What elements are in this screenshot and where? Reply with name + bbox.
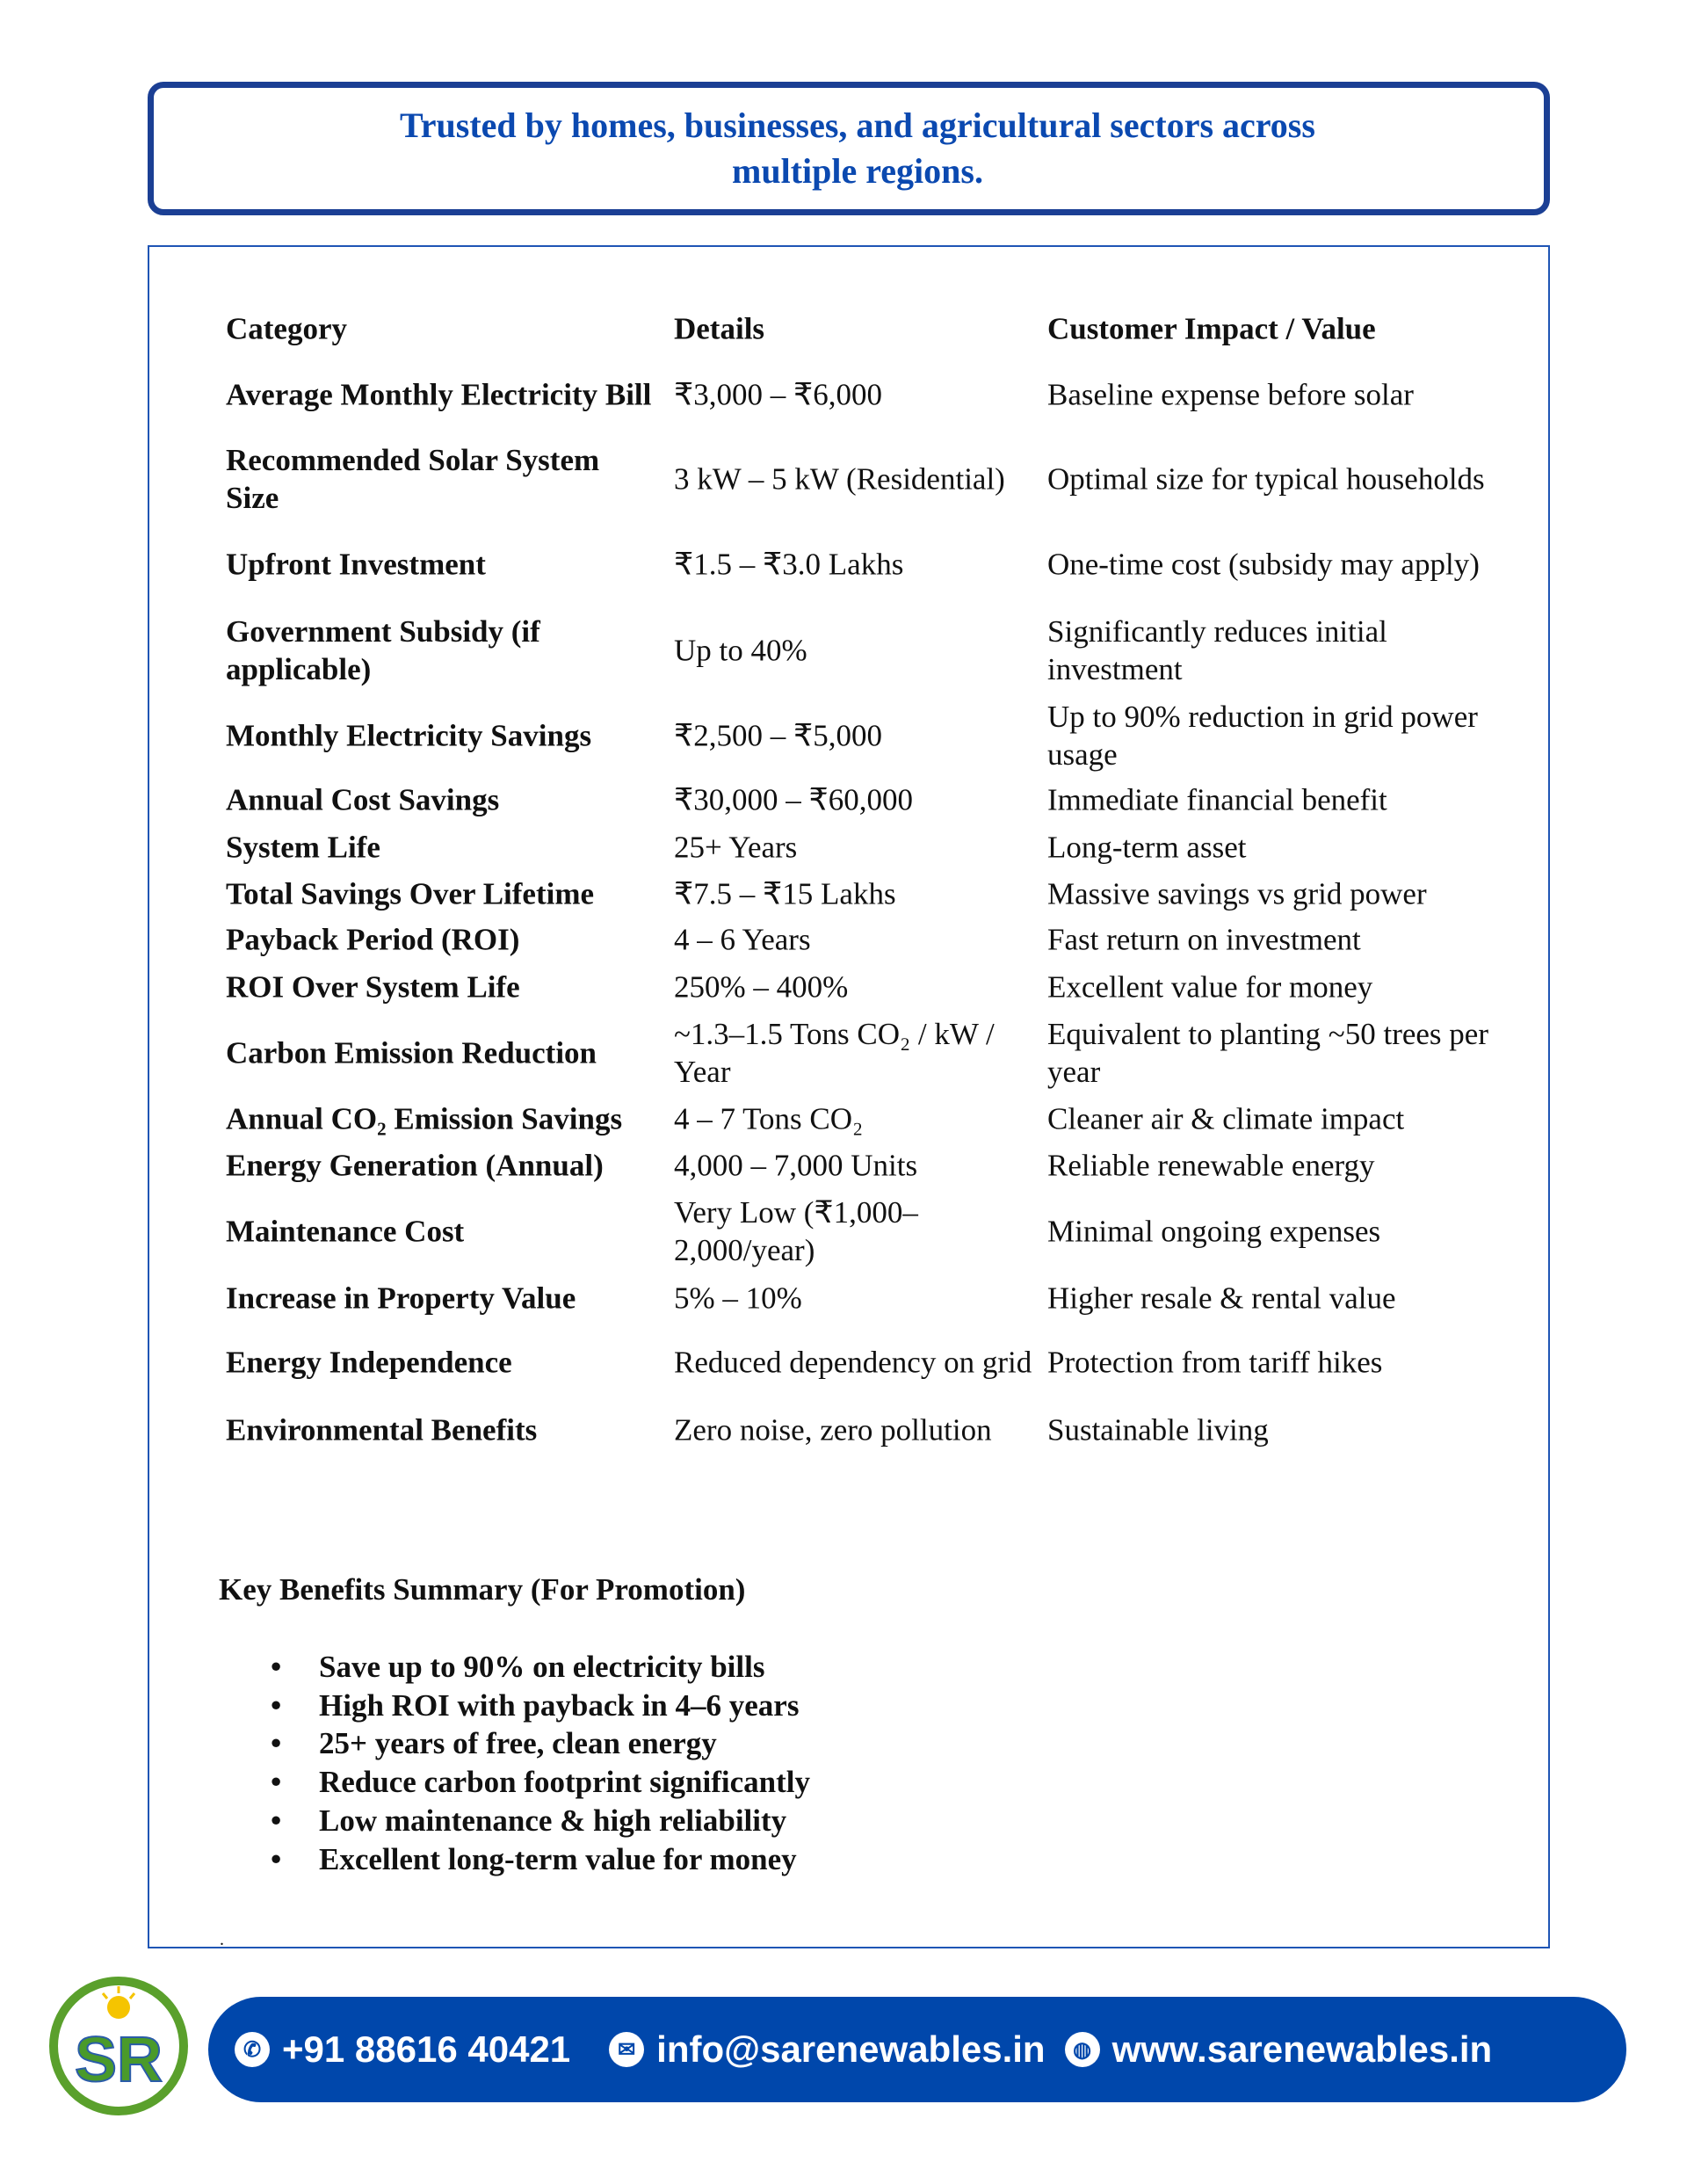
cell-category: Energy Generation (Annual)	[226, 1148, 604, 1183]
website-url: www.sarenewables.in	[1111, 2028, 1493, 2070]
summary-item-text: High ROI with payback in 4–6 years	[319, 1687, 800, 1723]
cell-category: Total Savings Over Lifetime	[226, 876, 595, 911]
summary-item	[264, 1648, 810, 1687]
cell-category: Recommended Solar System Size	[226, 443, 600, 515]
cell-category: Monthly Electricity Savings	[226, 718, 592, 753]
summary-item-text: Low maintenance & high reliability	[319, 1803, 787, 1838]
email-address: info@sarenewables.in	[656, 2028, 1046, 2070]
cell-category: Energy Independence	[226, 1345, 512, 1380]
summary-item-text: 25+ years of free, clean energy	[319, 1726, 717, 1761]
header-impact: Customer Impact / Value	[1047, 311, 1376, 346]
bullet-icon: •	[271, 1765, 282, 1800]
cell-details: Reduced dependency on grid	[674, 1345, 1032, 1380]
header-category: Category	[226, 311, 348, 346]
cell-category: System Life	[226, 830, 380, 865]
summary-item-text: Excellent long-term value for money	[319, 1841, 797, 1876]
cell-category: Average Monthly Electricity Bill	[226, 377, 652, 412]
cell-impact: Cleaner air & climate impact	[1047, 1101, 1405, 1136]
contact-bar	[208, 1997, 1626, 2102]
summary-title: Key Benefits Summary (For Promotion)	[219, 1572, 746, 1607]
cell-details: 250% – 400%	[674, 969, 849, 1005]
bullet-icon: •	[271, 1687, 282, 1723]
company-logo	[48, 1976, 189, 2116]
cell-impact: Equivalent to planting ~50 trees per year	[1047, 1017, 1488, 1089]
cell-impact: Reliable renewable energy	[1047, 1148, 1375, 1183]
globe-icon: ◍	[1065, 2032, 1100, 2067]
trailing-period: .	[220, 1930, 224, 1949]
summary-item-text: Reduce carbon footprint significantly	[319, 1765, 811, 1800]
contact-website[interactable]	[1065, 2028, 1493, 2071]
contact-phone[interactable]	[235, 2028, 570, 2071]
summary-item	[264, 1763, 810, 1802]
bullet-icon: •	[271, 1803, 282, 1838]
cell-category: Environmental Benefits	[226, 1412, 538, 1448]
bullet-icon: •	[271, 1726, 282, 1761]
summary-item-text: Save up to 90% on electricity bills	[319, 1650, 765, 1684]
svg-text:SR: SR	[74, 2025, 163, 2095]
cell-details: 4 – 7 Tons CO₂	[674, 1101, 864, 1136]
summary-item	[264, 1840, 810, 1879]
summary-item	[264, 1724, 810, 1763]
cell-category: Upfront Investment	[226, 547, 486, 582]
summary-item	[264, 1687, 810, 1725]
cell-impact: Optimal size for typical households	[1047, 461, 1485, 497]
cell-impact: Higher resale & rental value	[1047, 1281, 1396, 1316]
cell-impact: Immediate financial benefit	[1047, 782, 1387, 817]
cell-impact: Massive savings vs grid power	[1047, 876, 1427, 911]
header-details: Details	[674, 311, 765, 346]
contact-email[interactable]	[609, 2028, 1045, 2071]
cell-category: Increase in Property Value	[226, 1281, 576, 1316]
cell-impact: Significantly reduces initial investment	[1047, 614, 1387, 686]
cell-impact: Fast return on investment	[1047, 922, 1361, 957]
summary-list	[264, 1648, 810, 1878]
cell-details: 4 – 6 Years	[674, 922, 811, 957]
bullet-icon: •	[271, 1841, 282, 1876]
phone-icon: ✆	[235, 2032, 270, 2067]
phone-number: +91 88616 40421	[282, 2028, 571, 2070]
cell-category: Maintenance Cost	[226, 1214, 465, 1249]
cell-impact: Excellent value for money	[1047, 969, 1373, 1005]
cell-impact: Sustainable living	[1047, 1412, 1269, 1448]
cell-details: ~1.3–1.5 Tons CO₂ / kW / Year	[674, 1017, 995, 1089]
cell-impact: One-time cost (subsidy may apply)	[1047, 547, 1480, 582]
cell-details: 3 kW – 5 kW (Residential)	[674, 461, 1005, 497]
cell-details: 25+ Years	[674, 830, 798, 865]
cell-impact: Long-term asset	[1047, 830, 1247, 865]
cell-details: 5% – 10%	[674, 1281, 802, 1316]
email-icon: ✉	[609, 2032, 644, 2067]
summary-item	[264, 1802, 810, 1840]
cell-details: Zero noise, zero pollution	[674, 1412, 992, 1448]
trust-banner	[148, 82, 1550, 215]
cell-details: ₹30,000 – ₹60,000	[674, 782, 914, 817]
banner-text: Trusted by homes, businesses, and agricultural sectors across multiple regions.	[400, 105, 1315, 191]
cell-impact: Baseline expense before solar	[1047, 377, 1414, 412]
cell-details: ₹3,000 – ₹6,000	[674, 377, 883, 412]
cell-impact: Up to 90% reduction in grid power usage	[1047, 700, 1478, 772]
cell-category: Annual CO₂ Emission Savings	[226, 1101, 623, 1136]
cell-category: ROI Over System Life	[226, 969, 520, 1005]
cell-impact: Minimal ongoing expenses	[1047, 1214, 1381, 1249]
bullet-icon: •	[271, 1650, 282, 1684]
cell-details: 4,000 – 7,000 Units	[674, 1148, 918, 1183]
cell-details: Up to 40%	[674, 633, 807, 668]
cell-details: ₹2,500 – ₹5,000	[674, 718, 883, 753]
cell-category: Carbon Emission Reduction	[226, 1035, 597, 1070]
cell-category: Payback Period (ROI)	[226, 922, 520, 957]
cell-details: ₹1.5 – ₹3.0 Lakhs	[674, 547, 904, 582]
cell-details: ₹7.5 – ₹15 Lakhs	[674, 876, 896, 911]
cell-impact: Protection from tariff hikes	[1047, 1345, 1383, 1380]
cell-category: Government Subsidy (if applicable)	[226, 614, 540, 686]
cell-category: Annual Cost Savings	[226, 782, 500, 817]
cell-details: Very Low (₹1,000–2,000/year)	[674, 1195, 918, 1267]
